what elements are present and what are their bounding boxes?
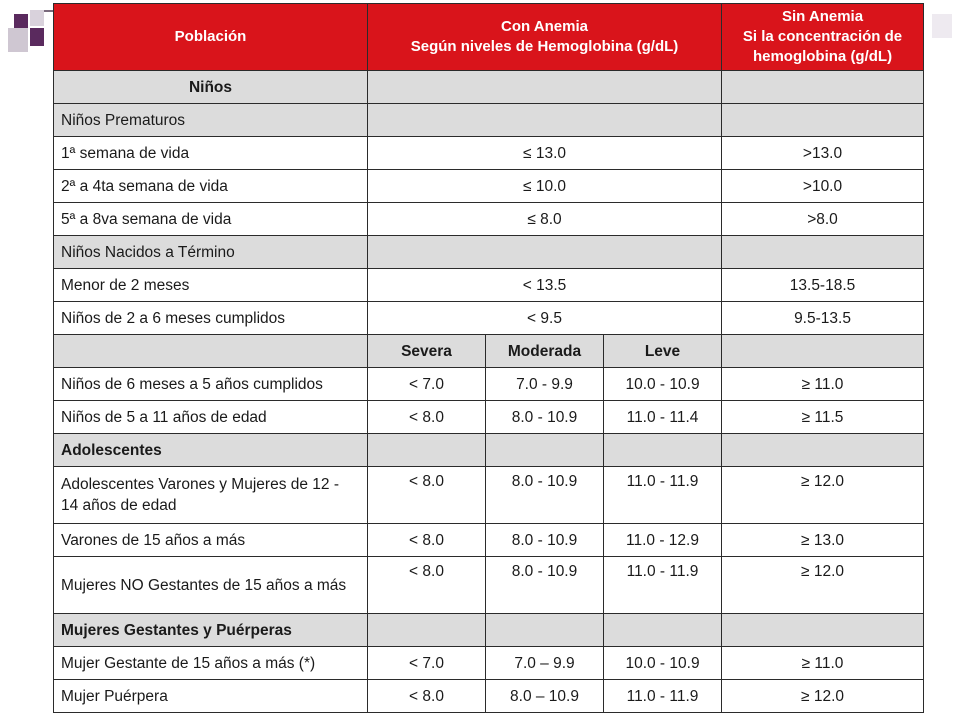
row-label: Menor de 2 meses (54, 269, 368, 302)
anemia-value: ≤ 13.0 (368, 137, 722, 170)
row-label: 1ª semana de vida (54, 137, 368, 170)
table-row (54, 557, 924, 614)
row-label: Adolescentes Varones y Mujeres de 12 - 14 años de edad (54, 467, 368, 524)
deco-square (30, 28, 44, 46)
row-label: 5ª a 8va semana de vida (54, 203, 368, 236)
table-row (54, 401, 924, 434)
header-con-anemia-title: Con Anemia (501, 18, 588, 35)
section-label-prematuros: Niños Prematuros (54, 104, 368, 137)
leve-value: 10.0 - 10.9 (604, 647, 722, 680)
leve-value: 10.0 - 10.9 (604, 368, 722, 401)
severa-value: < 7.0 (368, 647, 486, 680)
hemoglobin-table (53, 3, 924, 713)
leve-value: 11.0 - 11.4 (604, 401, 722, 434)
grades-subheader-row (54, 335, 924, 368)
deco-square (932, 14, 952, 38)
header-sin-anemia-title: Sin Anemia (781, 8, 864, 25)
section-label-ninos: Niños (54, 71, 368, 104)
row-label: Mujer Gestante de 15 años a más (*) (54, 647, 368, 680)
row-label: Mujer Puérpera (54, 680, 368, 713)
row-label: Niños de 2 a 6 meses cumplidos (54, 302, 368, 335)
table-row (54, 467, 924, 524)
sin-anemia-value: ≥ 11.5 (722, 401, 924, 434)
anemia-value: ≤ 10.0 (368, 170, 722, 203)
table-row (54, 680, 924, 713)
severa-value: < 7.0 (368, 368, 486, 401)
anemia-value: < 9.5 (368, 302, 722, 335)
table-row (54, 647, 924, 680)
leve-value: 11.0 - 11.9 (604, 467, 722, 524)
severa-value: < 8.0 (368, 524, 486, 557)
deco-square (30, 10, 44, 26)
moderada-value: 8.0 – 10.9 (486, 680, 604, 713)
sin-anemia-value: ≥ 11.0 (722, 647, 924, 680)
severa-value: < 8.0 (368, 680, 486, 713)
table-row (54, 302, 924, 335)
moderada-value: 8.0 - 10.9 (486, 467, 604, 524)
sin-anemia-value: ≥ 12.0 (722, 557, 924, 614)
sin-anemia-value: ≥ 12.0 (722, 467, 924, 524)
sin-anemia-value: >13.0 (722, 137, 924, 170)
severa-value: < 8.0 (368, 401, 486, 434)
severa-value: < 8.0 (368, 557, 486, 614)
section-label-adolescentes: Adolescentes (54, 434, 368, 467)
row-label: Varones de 15 años a más (54, 524, 368, 557)
moderada-value: 7.0 – 9.9 (486, 647, 604, 680)
leve-value: 11.0 - 12.9 (604, 524, 722, 557)
table-row (54, 170, 924, 203)
anemia-value: ≤ 8.0 (368, 203, 722, 236)
table-row (54, 368, 924, 401)
subheader-leve: Leve (604, 335, 722, 368)
section-row-prematuros (54, 104, 924, 137)
section-row-gestantes (54, 614, 924, 647)
header-con-anemia-subtitle: Según niveles de Hemoglobina (g/dL) (410, 38, 679, 55)
sin-anemia-value: >8.0 (722, 203, 924, 236)
section-label-termino: Niños Nacidos a Término (54, 236, 368, 269)
leve-value: 11.0 - 11.9 (604, 680, 722, 713)
subheader-severa: Severa (368, 335, 486, 368)
sin-anemia-value: 9.5-13.5 (722, 302, 924, 335)
section-row-termino (54, 236, 924, 269)
moderada-value: 7.0 - 9.9 (486, 368, 604, 401)
leve-value: 11.0 - 11.9 (604, 557, 722, 614)
header-con-anemia (368, 4, 722, 71)
table-row (54, 203, 924, 236)
severa-value: < 8.0 (368, 467, 486, 524)
moderada-value: 8.0 - 10.9 (486, 557, 604, 614)
row-label: Mujeres NO Gestantes de 15 años a más (54, 557, 368, 614)
header-sin-anemia-line3: hemoglobina (g/dL) (752, 48, 893, 65)
table-header-row (54, 4, 924, 71)
header-poblacion: Población (54, 4, 368, 71)
subheader-moderada: Moderada (486, 335, 604, 368)
header-sin-anemia-line2: Si la concentración de (742, 28, 903, 45)
sin-anemia-value: ≥ 11.0 (722, 368, 924, 401)
section-row-ninos (54, 71, 924, 104)
table-row (54, 269, 924, 302)
section-row-adolescentes (54, 434, 924, 467)
row-label: Niños de 6 meses a 5 años cumplidos (54, 368, 368, 401)
anemia-value: < 13.5 (368, 269, 722, 302)
sin-anemia-value: ≥ 13.0 (722, 524, 924, 557)
moderada-value: 8.0 - 10.9 (486, 401, 604, 434)
deco-square (14, 14, 28, 28)
header-sin-anemia (722, 4, 924, 71)
row-label: 2ª a 4ta semana de vida (54, 170, 368, 203)
moderada-value: 8.0 - 10.9 (486, 524, 604, 557)
row-label: Niños de 5 a 11 años de edad (54, 401, 368, 434)
sin-anemia-value: 13.5-18.5 (722, 269, 924, 302)
table-row (54, 137, 924, 170)
sin-anemia-value: ≥ 12.0 (722, 680, 924, 713)
table-row (54, 524, 924, 557)
deco-square (8, 28, 28, 52)
sin-anemia-value: >10.0 (722, 170, 924, 203)
section-label-gestantes: Mujeres Gestantes y Puérperas (54, 614, 368, 647)
